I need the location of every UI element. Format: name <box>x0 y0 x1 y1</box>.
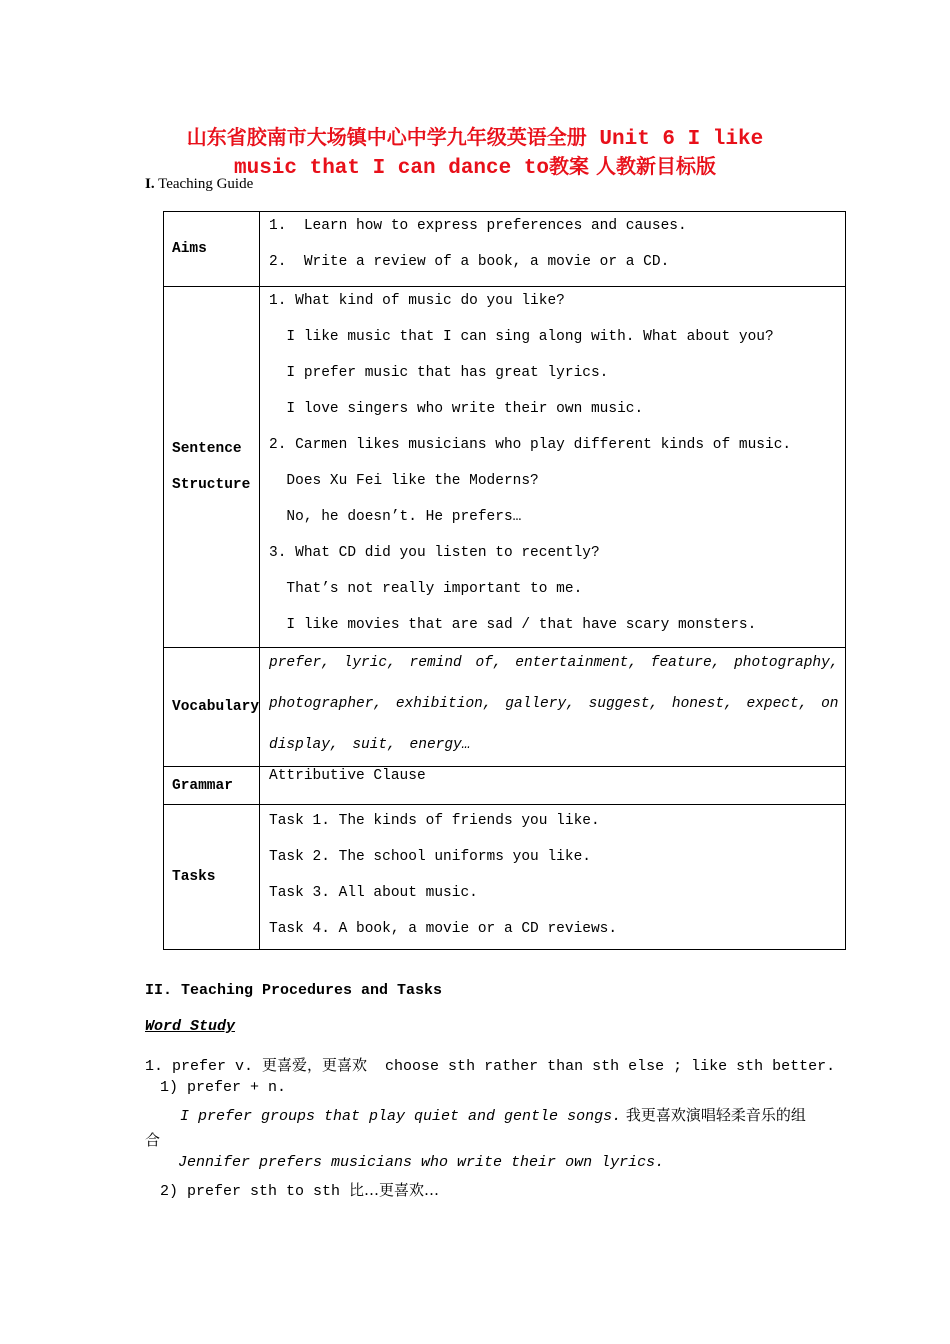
sentence-line: I prefer music that has great lyrics. <box>269 365 609 381</box>
word-study-item-1: 1. prefer v. 更喜爱，更喜欢 choose sth rather than sth else ; like sth better. <box>145 1056 836 1075</box>
sentence-line: 3. What CD did you listen to recently? <box>269 545 600 561</box>
sentence-line: Does Xu Fei like the Moderns? <box>269 473 539 489</box>
document-title <box>120 124 830 182</box>
grammar-text: Attributive Clause <box>269 768 426 784</box>
task-line: Task 2. The school uniforms you like. <box>269 849 591 865</box>
tasks-row <box>164 805 846 950</box>
title-line-2: music that I can dance to教案 人教新目标版 <box>233 154 717 180</box>
grammar-label: Grammar <box>164 767 260 805</box>
vocabulary-line: photographer, exhibition, gallery, suggest, honest, expect, on <box>269 696 839 712</box>
sentence-structure-row <box>164 287 846 648</box>
sentence-line: No, he doesn’t. He prefers… <box>269 509 522 525</box>
section-1-heading: I. Teaching Guide <box>145 176 254 192</box>
tasks-content <box>260 805 846 950</box>
section-2-heading: II. Teaching Procedures and Tasks <box>145 982 443 999</box>
word-study-example-1-cont: 合 <box>145 1131 161 1149</box>
vocabulary-label: Vocabulary <box>164 648 260 767</box>
sentence-line: I like music that I can sing along with. What about you? <box>269 329 774 345</box>
tasks-label: Tasks <box>164 805 260 950</box>
sentence-line: That’s not really important to me. <box>269 581 583 597</box>
teaching-guide-table <box>163 211 846 950</box>
sentence-structure-content <box>260 287 846 648</box>
aims-line: 2. Write a review of a book, a movie or a CD. <box>269 254 670 270</box>
vocabulary-content <box>260 648 846 767</box>
word-study-sub-1: 1) prefer + n. <box>160 1079 287 1096</box>
sentence-line: 1. What kind of music do you like? <box>269 293 565 309</box>
word-study-heading: Word Study <box>145 1018 236 1035</box>
word-study-sub-2: 2) prefer sth to sth 比…更喜欢… <box>160 1181 440 1200</box>
task-line: Task 3. All about music. <box>269 885 478 901</box>
vocabulary-row <box>164 648 846 767</box>
grammar-content <box>260 767 846 805</box>
vocabulary-line: prefer, lyric, remind of, entertainment, feature, photography, <box>269 655 839 671</box>
sentence-structure-label: Sentence Structure <box>164 287 260 648</box>
task-line: Task 1. The kinds of friends you like. <box>269 813 600 829</box>
sentence-line: I like movies that are sad / that have scary monsters. <box>269 617 757 633</box>
title-line-1: 山东省胶南市大场镇中心中学九年级英语全册 Unit 6 I like <box>186 125 764 151</box>
grammar-row <box>164 767 846 805</box>
word-study-example-1: I prefer groups that play quiet and gentle songs. 我更喜欢演唱轻柔音乐的组 <box>180 1106 806 1125</box>
vocabulary-line: display, suit, energy… <box>269 737 471 753</box>
word-study-example-2: Jennifer prefers musicians who write their own lyrics. <box>178 1154 665 1171</box>
aims-line: 1. Learn how to express preferences and causes. <box>269 218 687 234</box>
sentence-line: I love singers who write their own music. <box>269 401 644 417</box>
aims-row <box>164 212 846 287</box>
aims-label: Aims <box>164 212 260 287</box>
task-line: Task 4. A book, a movie or a CD reviews. <box>269 921 618 937</box>
sentence-line: 2. Carmen likes musicians who play different kinds of music. <box>269 437 792 453</box>
aims-content <box>260 212 846 287</box>
